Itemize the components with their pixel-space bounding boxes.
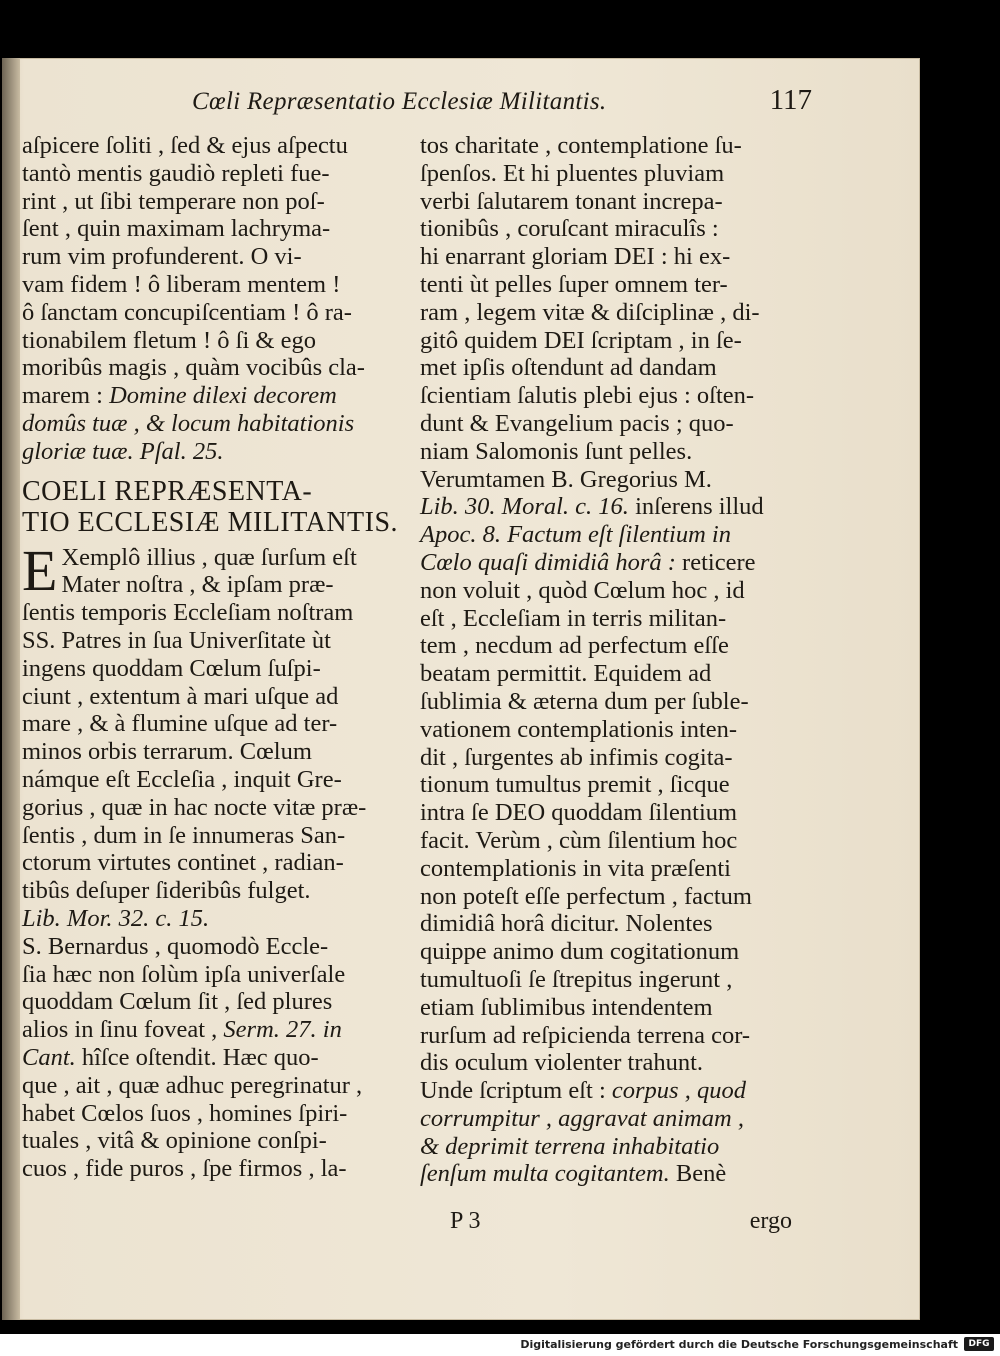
- text-line: hi enarrant gloriam DEI : hi ex-: [420, 243, 731, 271]
- text-line: verbi ſalutarem tonant increpa-: [420, 187, 723, 215]
- text-segment: alios in ſinu foveat ,: [22, 1016, 218, 1044]
- text-line: tionabilem fletum ! ô ſi & ego: [22, 326, 316, 354]
- text-line: ſcientiam ſalutis plebi ejus : oſten-: [420, 382, 755, 410]
- text-line: Mater noſtra , & ipſam præ-: [61, 571, 334, 599]
- left-column: [22, 132, 410, 1183]
- text-line: tibûs deſuper ſideribûs fulget.: [22, 877, 311, 905]
- text-line: S. Bernardus , quomodò Eccle-: [22, 932, 329, 960]
- text-line-mixed: [420, 493, 808, 521]
- scripture-quote: domûs tuæ , & locum habitationis: [22, 409, 355, 437]
- text-line: dimidiâ horâ dicitur. Nolentes: [420, 910, 713, 938]
- text-line: rum vim profunderent. O vi-: [22, 243, 302, 271]
- text-line: ciunt , extentum à mari uſque ad: [22, 682, 339, 710]
- text-line: ſpenſos. Et hi pluentes pluviam: [420, 159, 725, 187]
- text-line: ingens quoddam Cœlum ſuſpi-: [22, 654, 321, 682]
- text-line: gitô quidem DEI ſcriptam , in ſe-: [420, 326, 742, 354]
- text-line: tionibûs , coruſcant miraculîs :: [420, 215, 719, 243]
- text-segment: Benè: [669, 1160, 727, 1188]
- text-line: námque eſt Eccleſia , inquit Gre-: [22, 765, 342, 793]
- text-segment: hîſce oſtendit. Hæc quo-: [75, 1043, 319, 1071]
- text-line: dit , ſurgentes ab infimis cogita-: [420, 743, 733, 771]
- citation: Serm. 27. in: [223, 1016, 342, 1044]
- text-line: ram , legem vitæ & diſciplinæ , di-: [420, 298, 760, 326]
- text-line: mare , & à flumine uſque ad ter-: [22, 710, 338, 738]
- funding-credit: Digitalisierung gefördert durch die Deutsche Forschungsgemeinschaft: [520, 1338, 958, 1351]
- text-line: ſentis , dum in ſe innumeras San-: [22, 821, 346, 849]
- text-line: Verumtamen B. Gregorius M.: [420, 465, 712, 493]
- text-line: rurſum ad reſpicienda terrena cor-: [420, 1021, 751, 1049]
- text-line: tumultuoſi ſe ſtrepitus ingerunt ,: [420, 965, 733, 993]
- text-line: ſent , quin maximam lachryma-: [22, 215, 331, 243]
- book-page: [2, 58, 920, 1320]
- text-segment: Unde ſcriptum eſt :: [420, 1077, 606, 1105]
- text-line: tem , necdum ad perfectum eſſe: [420, 632, 729, 660]
- text-line: dis oculum violenter trahunt.: [420, 1049, 704, 1077]
- text-line-mixed: [22, 1044, 410, 1072]
- text-line: tos charitate , contemplatione ſu-: [420, 132, 742, 159]
- citation: Cant.: [22, 1043, 76, 1071]
- text-line: vam fidem ! ô liberam mentem !: [22, 270, 341, 298]
- text-line: que , ait , quæ adhuc peregrinatur ,: [22, 1071, 363, 1099]
- text-segment: reticere: [675, 548, 756, 576]
- text-line: Xemplô illius , quæ ſurſum eſt: [61, 543, 357, 571]
- credit-bar: [0, 1334, 1000, 1356]
- scripture-quote: & deprimit terrena inhabitatio: [420, 1132, 720, 1160]
- text-line: SS. Patres in ſua Univerſitate ùt: [22, 626, 331, 654]
- dfg-logo: DFG: [964, 1337, 994, 1351]
- text-line: etiam ſublimibus intendentem: [420, 993, 713, 1021]
- text-line: tantò mentis gaudiò repleti fue-: [22, 159, 330, 187]
- text-line: contemplationis in vita præſenti: [420, 854, 731, 882]
- text-line: beatam permittit. Equidem ad: [420, 660, 712, 688]
- page-gutter: [2, 58, 20, 1320]
- right-column: [420, 132, 808, 1188]
- text-line: rint , ut ſibi temperare non poſ-: [22, 187, 325, 215]
- scripture-quote: ſenſum multa cogitantem.: [420, 1160, 670, 1188]
- paragraph-with-dropcap: [22, 537, 410, 933]
- text-line-mixed: [420, 1077, 808, 1105]
- signature-mark: P 3: [450, 1208, 481, 1234]
- text-line: met ipſis oſtendunt ad dandam: [420, 354, 717, 382]
- text-segment: inſerens illud: [628, 493, 764, 521]
- text-line: tenti ùt pelles ſuper omnem ter-: [420, 270, 728, 298]
- text-line: dunt & Evangelium pacis ; quo-: [420, 409, 734, 437]
- text-line: quippe animo dum cogitationum: [420, 938, 740, 966]
- text-line: ô ſanctam concupiſcentiam ! ô ra-: [22, 298, 352, 326]
- page-header: [192, 84, 812, 128]
- text-line: minos orbis terrarum. Cœlum: [22, 738, 312, 766]
- citation: Lib. 30. Moral. c. 16.: [420, 493, 629, 521]
- section-heading: COELI REPRÆSENTA-: [22, 475, 313, 507]
- page-footer: [432, 1208, 792, 1242]
- text-line-mixed: [420, 549, 808, 577]
- text-line: tuales , vitâ & opinione conſpi-: [22, 1127, 327, 1155]
- scripture-quote: Domine dilexi decorem: [109, 382, 337, 410]
- citation: Lib. Mor. 32. c. 15.: [22, 904, 210, 932]
- scripture-quote: Apoc. 8. Factum eſt ſilentium in: [420, 521, 731, 549]
- text-line: intra ſe DEO quoddam ſilentium: [420, 799, 738, 827]
- text-line: non voluit , quòd Cœlum hoc , id: [420, 576, 745, 604]
- text-line: quoddam Cœlum ſit , ſed plures: [22, 988, 333, 1016]
- text-line: non poteſt eſſe perfectum , factum: [420, 882, 752, 910]
- running-title: Cœli Repræsentatio Ecclesiæ Militantis.: [192, 88, 607, 115]
- text-segment: marem :: [22, 382, 103, 410]
- text-line: moribûs magis , quàm vocibûs cla-: [22, 354, 365, 382]
- text-line: gorius , quæ in hac nocte vitæ præ-: [22, 793, 367, 821]
- text-line: eſt , Eccleſiam in terris militan-: [420, 604, 727, 632]
- text-line-mixed: [420, 1160, 808, 1188]
- text-line-mixed: [22, 1016, 410, 1044]
- section-heading: TIO ECCLESIÆ MILITANTIS.: [22, 506, 399, 538]
- text-line: ſublimia & æterna dum per ſuble-: [420, 687, 749, 715]
- text-line: vationem contemplationis inten-: [420, 715, 738, 743]
- text-line: habet Cœlos ſuos , homines ſpiri-: [22, 1099, 348, 1127]
- scripture-quote: corpus , quod: [611, 1077, 746, 1105]
- text-line: aſpicere ſoliti , ſed & ejus aſpectu: [22, 132, 348, 159]
- text-line: ſia hæc non ſolùm ipſa univerſale: [22, 960, 346, 988]
- text-line: tionum tumultus premit , ſicque: [420, 771, 730, 799]
- text-line: facit. Verùm , cùm ſilentium hoc: [420, 826, 738, 854]
- scripture-quote: Cœlo quaſi dimidiâ horâ :: [420, 548, 676, 576]
- drop-cap: E: [22, 537, 58, 603]
- page-number: 117: [769, 84, 812, 116]
- text-line: ſentis temporis Eccleſiam noſtram: [22, 599, 354, 627]
- text-line: niam Salomonis ſunt pelles.: [420, 437, 693, 465]
- scripture-reference: gloriæ tuæ. Pſal. 25.: [22, 437, 224, 465]
- text-line: cuos , fide puros , ſpe firmos , la-: [22, 1155, 347, 1183]
- text-line-mixed: [22, 382, 410, 410]
- scripture-quote: corrumpitur , aggravat animam ,: [420, 1104, 744, 1132]
- catchword: ergo: [749, 1208, 792, 1234]
- text-line: ctorum virtutes continet , radian-: [22, 849, 344, 877]
